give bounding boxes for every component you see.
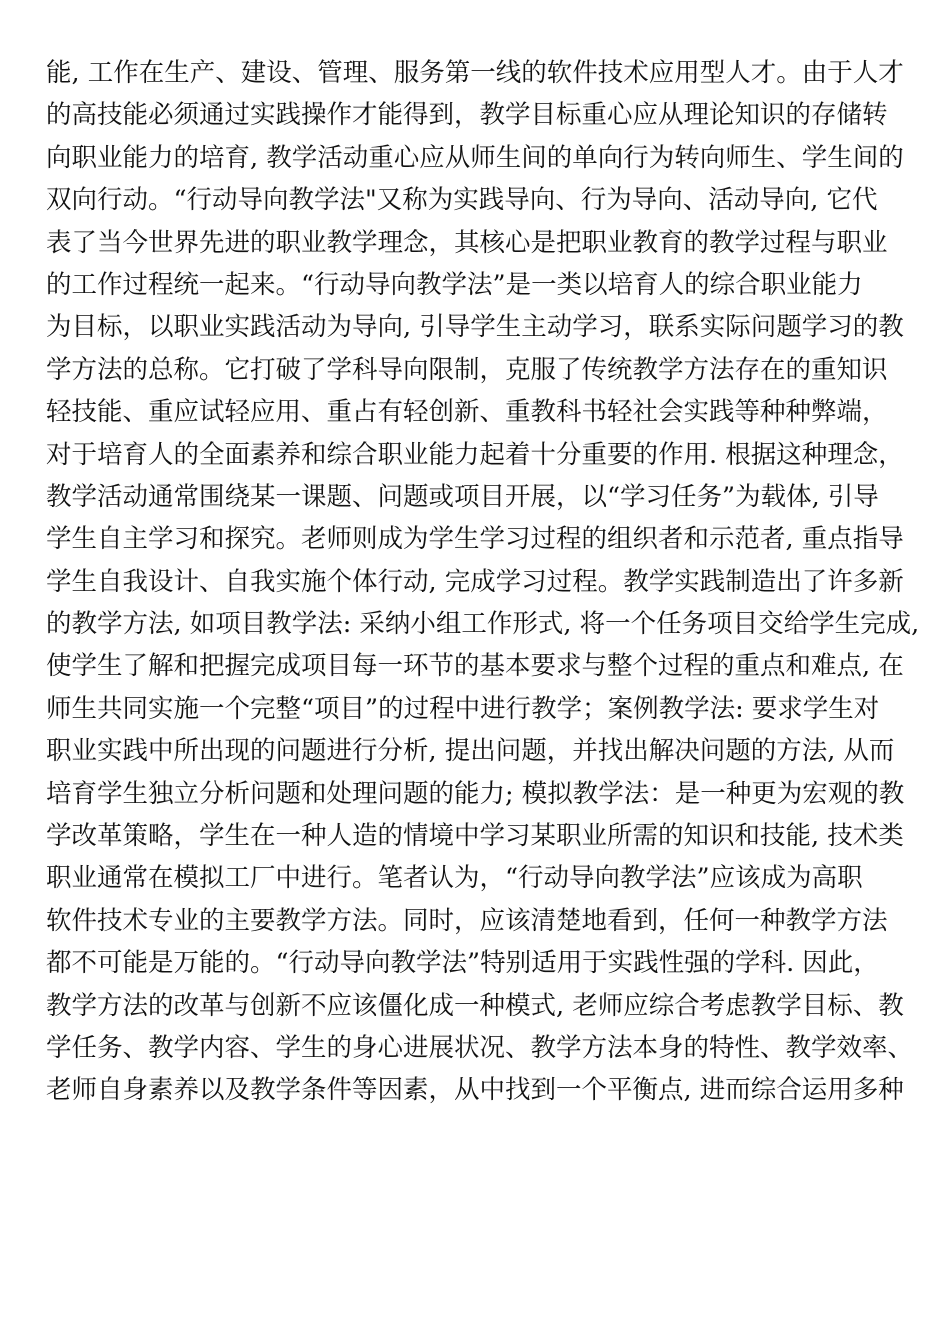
text-line-9: 轻技能、重应试轻应用、重占有轻创新、重教科书轻社会实践等种种弊端， <box>46 397 888 428</box>
text-line-2: 的高技能必须通过实践操作才能得到，教学目标重心应从理论知识的存储转 <box>46 100 888 131</box>
text-line-7: 为目标，以职业实践活动为导向, 引导学生主动学习，联系实际问题学习的教 <box>46 312 904 343</box>
text-line-21: 软件技术专业的主要教学方法。同时，应该清楚地看到，任何一种教学方法 <box>46 905 888 936</box>
text-line-19: 学改革策略，学生在一种人造的情境中学习某职业所需的知识和技能, 技术类 <box>46 821 904 852</box>
text-line-12: 学生自主学习和探究。老师则成为学生学习过程的组织者和示范者, 重点指导 <box>46 524 904 555</box>
text-line-4: 双向行动。“行动导向教学法"又称为实践导向、行为导向、活动导向, 它代 <box>46 185 878 216</box>
text-line-14: 的教学方法, 如项目教学法: 采纳小组工作形式, 将一个任务项目交给学生完成, <box>46 609 920 640</box>
text-line-1: 能, 工作在生产、建设、管理、服务第一线的软件技术应用型人才。由于人才 <box>46 58 904 88</box>
text-line-17: 职业实践中所出现的问题进行分析, 提出问题，并找出解决问题的方法, 从而 <box>46 736 895 767</box>
text-line-6: 的工作过程统一起来。“行动导向教学法”是一类以培育人的综合职业能力 <box>46 269 863 300</box>
text-line-22: 都不可能是万能的。“行动导向教学法”特别适用于实践性强的学科. 因此， <box>46 948 879 979</box>
body-text <box>46 52 920 1112</box>
text-line-3: 向职业能力的培育, 教学活动重心应从师生间的单向行为转向师生、学生间的 <box>46 142 904 173</box>
text-line-24: 学任务、教学内容、学生的身心进展状况、教学方法本身的特性、教学效率、 <box>46 1032 914 1063</box>
text-line-5: 表了当今世界先进的职业教学理念，其核心是把职业教育的教学过程与职业 <box>46 227 888 258</box>
text-line-18: 培育学生独立分析问题和处理问题的能力; 模拟教学法：是一种更为宏观的教 <box>46 778 905 809</box>
text-line-23: 教学方法的改革与创新不应该僵化成一种模式, 老师应综合考虑教学目标、教 <box>46 990 904 1021</box>
text-line-25: 老师自身素养以及教学条件等因素，从中找到一个平衡点, 进而综合运用多种 <box>46 1075 904 1106</box>
text-line-16: 师生共同实施一个完整“项目”的过程中进行教学；案例教学法: 要求学生对 <box>46 693 880 724</box>
text-line-11: 教学活动通常围绕某一课题、问题或项目开展，以“学习任务”为载体, 引导 <box>46 481 879 512</box>
text-line-10: 对于培育人的全面素养和综合职业能力起着十分重要的作用. 根据这种理念， <box>46 439 904 470</box>
text-line-15: 使学生了解和把握完成项目每一环节的基本要求与整个过程的重点和难点, 在 <box>46 651 904 682</box>
text-line-8: 学方法的总称。它打破了学科导向限制，克服了传统教学方法存在的重知识 <box>46 354 888 385</box>
text-line-13: 学生自我设计、自我实施个体行动, 完成学习过程。教学实践制造出了许多新 <box>46 566 904 597</box>
text-line-20: 职业通常在模拟工厂中进行。笔者认为，“行动导向教学法”应该成为高职 <box>46 863 863 894</box>
